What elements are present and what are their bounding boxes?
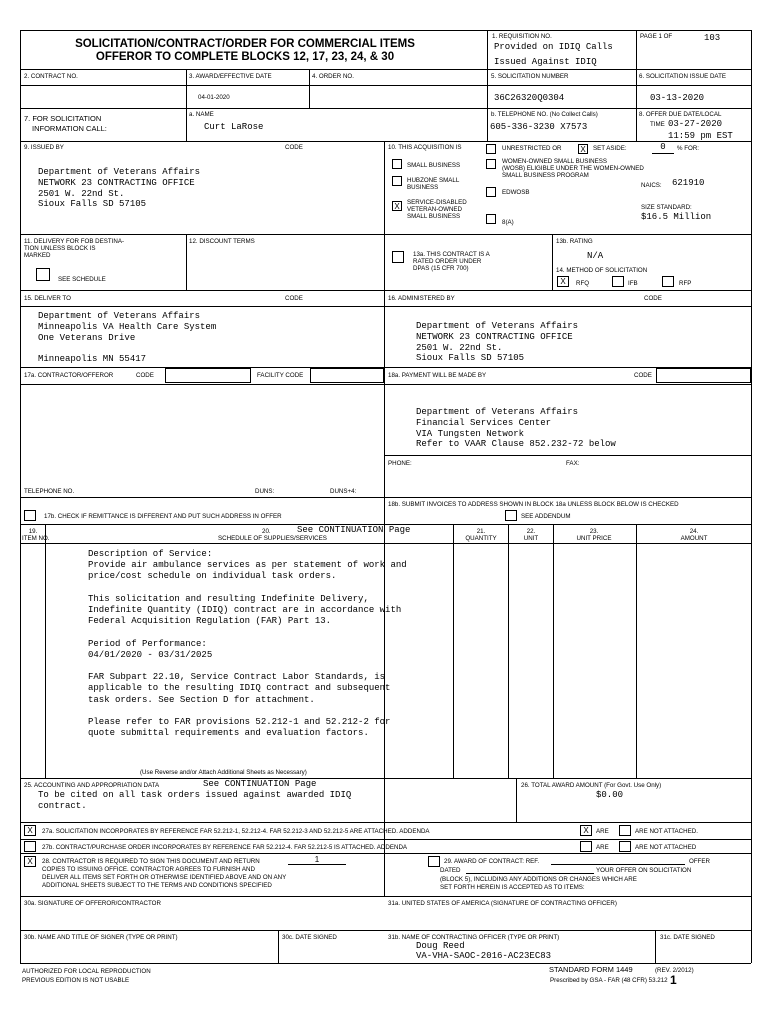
rule xyxy=(20,108,751,109)
facility-code-label: FACILITY CODE xyxy=(257,372,304,379)
name-label: a. NAME xyxy=(189,111,214,118)
31a-label: 31a. UNITED STATES OF AMERICA (SIGNATURE OF CONTRACTING OFFICER) xyxy=(388,900,617,907)
form-title: SOLICITATION/CONTRACT/ORDER FOR COMMERCIAL ITEMS xyxy=(75,38,415,50)
setaside-label: SET ASIDE: xyxy=(593,145,627,152)
rule xyxy=(20,778,751,779)
col-unit: 22. UNIT xyxy=(523,528,539,543)
discount-terms-label: 12. DISCOUNT TERMS xyxy=(189,238,255,245)
fax-label: FAX: xyxy=(566,460,580,467)
col-schedule: SCHEDULE OF SUPPLIES/SERVICES xyxy=(218,535,327,542)
setaside-percent[interactable]: 0 xyxy=(652,142,674,154)
rule xyxy=(20,85,751,86)
payment-by-label: 18a. PAYMENT WILL BE MADE BY xyxy=(388,372,487,379)
rule xyxy=(20,306,751,307)
27b-label: 27b. CONTRACT/PURCHASE ORDER INCORPORATES BY REFERENCE FAR 52.212-4. FAR 52.212-5 IS ATTACHED. ADDENDA xyxy=(42,844,408,851)
setaside-checkbox[interactable]: X xyxy=(578,144,588,154)
deliver-to-address[interactable]: Department of Veterans Affairs Minneapolis VA Health Care System One Veterans Drive Minneapolis MN 55417 xyxy=(38,311,217,365)
col-20-continuation: See CONTINUATION Page xyxy=(297,525,411,535)
deliver-to-code-label: CODE xyxy=(285,295,303,302)
rating-label: 13b. RATING xyxy=(556,238,593,245)
27a-checkbox[interactable]: X xyxy=(24,825,36,836)
page-count[interactable]: 103 xyxy=(704,33,721,43)
rule xyxy=(20,30,21,963)
rule xyxy=(20,384,751,385)
due-date-label: 8. OFFER DUE DATE/LOCAL xyxy=(639,111,722,118)
contractor-code-label: CODE xyxy=(136,372,154,379)
info-call-label-2: INFORMATION CALL: xyxy=(32,124,107,133)
remittance-checkbox[interactable] xyxy=(24,510,36,521)
rule xyxy=(453,524,454,778)
29-award-label: 29. AWARD OF CONTRACT: REF. xyxy=(444,858,540,865)
rated-order-label: 13a. THIS CONTRACT IS A RATED ORDER UNDER DPAS (15 CFR 700) xyxy=(413,251,490,273)
solicitation-number-label: 5. SOLICITATION NUMBER xyxy=(491,73,569,80)
total-award-label: 26. TOTAL AWARD AMOUNT (For Govt. Use Only) xyxy=(521,782,662,789)
rule xyxy=(384,141,385,897)
rule xyxy=(20,497,751,498)
issue-date-label: 6. SOLICITATION ISSUE DATE xyxy=(639,73,726,80)
29-dated-label: DATED xyxy=(440,867,461,874)
30a-label: 30a. SIGNATURE OF OFFEROR/CONTRACTOR xyxy=(24,900,161,907)
footer-prescribed: Prescribed by GSA - FAR (48 CFR) 53.212 xyxy=(550,977,668,984)
accounting-label: 25. ACCOUNTING AND APPROPRIATION DATA xyxy=(24,782,160,789)
total-award-value[interactable]: $0.00 xyxy=(596,790,624,800)
payment-code-label: CODE xyxy=(634,372,652,379)
contracting-officer-id[interactable]: VA-VHA-SAOC-2016-AC23EC83 xyxy=(416,951,552,961)
rule xyxy=(20,822,751,823)
rule xyxy=(20,896,751,897)
rule xyxy=(552,234,553,290)
rule xyxy=(20,234,751,235)
rule xyxy=(309,69,310,108)
contractor-label: 17a. CONTRACTOR/OFFEROR xyxy=(24,372,114,379)
contracting-officer-name[interactable]: Doug Reed xyxy=(416,941,465,951)
telephone-label: b. TELEPHONE NO. (No Collect Calls) xyxy=(491,111,598,118)
27b-checkbox[interactable] xyxy=(24,841,36,852)
31b-label: 31b. NAME OF CONTRACTING OFFICER (TYPE OR PRINT) xyxy=(388,934,560,941)
wosb-label: WOMEN-OWNED SMALL BUSINESS (WOSB) ELIGIBLE UNDER THE WOMEN-OWNED SMALL BUSINESS PROGRAM xyxy=(502,158,644,180)
27b-not-label: ARE NOT ATTACHED xyxy=(635,844,697,851)
see-schedule-label: SEE SCHEDULE xyxy=(58,276,106,283)
rule xyxy=(20,543,751,544)
rfq-checkbox[interactable]: X xyxy=(557,276,569,287)
rule xyxy=(655,930,656,963)
27b-are-checkbox[interactable] xyxy=(580,841,592,852)
contractor-telephone-label: TELEPHONE NO. xyxy=(24,488,75,495)
rule xyxy=(278,930,279,963)
rule xyxy=(20,367,751,368)
27a-are-checkbox[interactable]: X xyxy=(580,825,592,836)
administered-code-label: CODE xyxy=(644,295,662,302)
rule xyxy=(636,30,637,141)
rule xyxy=(20,930,751,931)
accounting-continuation: See CONTINUATION Page xyxy=(203,779,317,789)
accounting-data[interactable]: To be cited on all task orders issued against awarded IDIQ contract. xyxy=(38,790,352,811)
solicitation-number-value[interactable]: 36C26320Q0304 xyxy=(494,93,565,103)
29-accepted-text: (BLOCK 5), INCLUDING ANY ADDITIONS OR CHANGES WHICH ARE SET FORTH HEREIN IS ACCEPTED AS TO ITEMS: xyxy=(440,876,637,892)
8a-label: 8(A) xyxy=(502,219,514,226)
percent-for-label: % FOR: xyxy=(677,145,700,152)
remittance-label: 17b. CHECK IF REMITTANCE IS DIFFERENT AND PUT SUCH ADDRESS IN OFFER xyxy=(44,513,282,520)
rule xyxy=(20,290,751,291)
addendum-label: SEE ADDENDUM xyxy=(521,513,571,520)
contractor-code-field[interactable] xyxy=(165,368,251,383)
naics-label: NAICS: xyxy=(641,182,662,189)
contact-name[interactable]: Curt LaRose xyxy=(204,122,264,132)
requisition-value-2[interactable]: Issued Against IDIQ xyxy=(494,57,597,67)
delivery-fob-label: 11. DELIVERY FOR FOB DESTINA- TION UNLESS BLOCK IS MARKED xyxy=(24,238,125,260)
rule xyxy=(45,524,46,778)
rated-order-checkbox[interactable] xyxy=(392,251,404,263)
rule xyxy=(20,141,751,142)
29-your-offer-label: YOUR OFFER ON SOLICITATION xyxy=(596,867,692,874)
payment-code-field[interactable] xyxy=(656,368,751,383)
wosb-checkbox[interactable] xyxy=(486,159,496,169)
rule xyxy=(553,524,554,778)
issue-date-value[interactable]: 03-13-2020 xyxy=(650,93,705,103)
rating-value[interactable]: N/A xyxy=(587,251,604,261)
rule xyxy=(508,524,509,778)
rule xyxy=(20,963,751,964)
col-20-number: 20. xyxy=(262,528,271,535)
payment-address[interactable]: Department of Veterans Affairs Financial Services Center VIA Tungsten Network Refer to VAAR Clause 852.232-72 below xyxy=(416,407,616,450)
29-ref-line xyxy=(551,864,685,865)
addendum-checkbox[interactable] xyxy=(505,510,517,521)
award-date-label: 3. AWARD/EFFECTIVE DATE xyxy=(189,73,272,80)
duns-label: DUNS: xyxy=(255,488,275,495)
rfp-checkbox[interactable] xyxy=(662,276,674,287)
phone-label: PHONE: xyxy=(388,460,412,467)
size-standard-label: SIZE STANDARD: xyxy=(641,204,692,211)
deliver-to-label: 15. DELIVER TO xyxy=(24,295,71,302)
28-checkbox[interactable]: X xyxy=(24,856,36,867)
size-standard-value[interactable]: $16.5 Million xyxy=(641,212,712,222)
time-label: TIME xyxy=(650,121,665,128)
rfp-label: RFP xyxy=(679,280,692,287)
facility-code-field[interactable] xyxy=(310,368,384,383)
rule xyxy=(487,30,488,141)
contract-no-label: 2. CONTRACT NO. xyxy=(24,73,78,80)
reverse-note: (Use Reverse and/or Attach Additional Sheets as Necessary) xyxy=(140,769,307,776)
30b-label: 30b. NAME AND TITLE OF SIGNER (TYPE OR PRINT) xyxy=(24,934,178,941)
unrestricted-checkbox[interactable] xyxy=(486,144,496,154)
submit-invoices-label: 18b. SUBMIT INVOICES TO ADDRESS SHOWN IN BLOCK 18a UNLESS BLOCK BELOW IS CHECKED xyxy=(388,501,679,508)
rule xyxy=(186,234,187,290)
order-no-label: 4. ORDER NO. xyxy=(312,73,354,80)
small-business-label: SMALL BUSINESS xyxy=(407,162,461,169)
page-of-label: PAGE 1 OF xyxy=(640,33,673,40)
rule xyxy=(20,30,751,31)
footer-revision: (REV. 2/2012) xyxy=(655,967,694,974)
27b-not-checkbox[interactable] xyxy=(619,841,631,852)
27a-are-label: ARE xyxy=(596,828,609,835)
rule xyxy=(636,524,637,778)
ifb-label: IFB xyxy=(628,280,638,287)
form-subtitle: OFFEROR TO COMPLETE BLOCKS 12, 17, 23, 24, & 30 xyxy=(95,51,395,63)
rule xyxy=(751,30,752,963)
copies-value[interactable]: 1 xyxy=(288,855,346,865)
due-time-value[interactable]: 11:59 pm EST xyxy=(668,131,733,141)
due-date-value[interactable]: 03-27-2020 xyxy=(668,119,723,129)
requisition-value-1[interactable]: Provided on IDIQ Calls xyxy=(494,42,613,52)
naics-value[interactable]: 621910 xyxy=(672,178,705,188)
29-dated-line xyxy=(466,873,594,874)
rule xyxy=(186,69,187,141)
29-offer-label: OFFER xyxy=(689,858,710,865)
issued-by-code-label: CODE xyxy=(285,144,303,151)
hubzone-label: HUBZONE SMALL BUSINESS xyxy=(407,177,460,192)
col-quantity: 21. QUANTITY xyxy=(465,528,497,543)
footer-form-name: STANDARD FORM 1449 xyxy=(549,965,633,974)
award-date-value[interactable]: 04-01-2020 xyxy=(198,94,230,101)
28-text: 28. CONTRACTOR IS REQUIRED TO SIGN THIS DOCUMENT AND RETURN COPIES TO ISSUING OFFICE. CONTRACTOR AGREES TO FURNISH AND DELIVER ALL ITEMS SET FORTH OR OTHERWISE IDENTIFIED ABOVE AND ON ANY ADDITIONAL SHEETS SUBJECT TO THE TERMS AND CONDITIONS SPECIFIED xyxy=(42,858,287,890)
rule xyxy=(20,839,751,840)
hubzone-checkbox[interactable] xyxy=(392,176,402,186)
edwosb-label: EDWOSB xyxy=(502,189,530,196)
sdvosb-label: SERVICE-DISABLED VETERAN-OWNED SMALL BUSINESS xyxy=(407,199,467,221)
30c-label: 30c. DATE SIGNED xyxy=(282,934,337,941)
small-business-checkbox[interactable] xyxy=(392,159,402,169)
schedule-description[interactable]: Description of Service: Provide air ambulance services as per statement of work and price/cost schedule on individual task orders. This solicitation and resulting Indefinite Delivery, Indefinite Quantity (IDIQ) contract are in accordance with Federal Acquisition Regulation (FAR) Part 13. Period of Performance: 04/01/2020 - 03/31/2025 FAR Subpart 22.10, Service Contract Labor Standards, is applicable to the resulting IDIQ contract and subsequent task orders. See Section D for attachment. Please refer to FAR provisions 52.212-1 and 52.212-2 for quote submittal requirements and evaluation factors. xyxy=(88,549,407,739)
issued-by-address[interactable]: Department of Veterans Affairs NETWORK 23 CONTRACTING OFFICE 2501 W. 22nd St. Sioux Falls SD 57105 xyxy=(38,167,201,210)
27a-label: 27a. SOLICITATION INCORPORATES BY REFERENCE FAR 52.212-1, 52.212-4. FAR 52.212-3 AND 52.212-5 ARE ATTACHED. ADDENDA xyxy=(42,828,430,835)
page-number: 1 xyxy=(670,973,677,987)
col-amount: 24. AMOUNT xyxy=(680,528,708,543)
27b-are-label: ARE xyxy=(596,844,609,851)
8a-checkbox[interactable] xyxy=(486,214,496,224)
rule xyxy=(20,69,751,70)
requisition-label: 1. REQUISITION NO. xyxy=(492,33,552,40)
administered-by-label: 16. ADMINISTERED BY xyxy=(388,295,455,302)
ifb-checkbox[interactable] xyxy=(612,276,624,287)
administered-by-address[interactable]: Department of Veterans Affairs NETWORK 23 CONTRACTING OFFICE 2501 W. 22nd St. Sioux Falls SD 57105 xyxy=(416,321,579,364)
footer-previous-edition: PREVIOUS EDITION IS NOT USABLE xyxy=(22,977,130,984)
27a-not-label: ARE NOT ATTACHED. xyxy=(635,828,698,835)
sdvosb-checkbox[interactable]: X xyxy=(392,201,402,211)
see-schedule-checkbox[interactable] xyxy=(36,268,50,281)
duns4-label: DUNS+4: xyxy=(330,488,357,495)
rule xyxy=(384,455,751,456)
31c-label: 31c. DATE SIGNED xyxy=(660,934,715,941)
27a-not-checkbox[interactable] xyxy=(619,825,631,836)
info-call-label-1: 7. FOR SOLICITATION xyxy=(24,114,102,123)
acquisition-label: 10. THIS ACQUISITION IS xyxy=(388,144,462,151)
method-label: 14. METHOD OF SOLICITATION xyxy=(556,267,648,274)
edwosb-checkbox[interactable] xyxy=(486,187,496,197)
footer-reproduction: AUTHORIZED FOR LOCAL REPRODUCTION xyxy=(22,968,151,975)
rfq-label: RFQ xyxy=(576,280,590,287)
unrestricted-label: UNRESTRICTED OR xyxy=(502,145,562,152)
col-unit-price: 23. UNIT PRICE xyxy=(576,528,612,543)
29-checkbox[interactable] xyxy=(428,856,440,867)
rule xyxy=(20,853,751,854)
issued-by-label: 9. ISSUED BY xyxy=(24,144,64,151)
rule xyxy=(516,778,517,822)
col-item-no: 19. ITEM NO. xyxy=(22,528,50,543)
telephone-value[interactable]: 605-336-3230 X7573 xyxy=(490,122,588,132)
